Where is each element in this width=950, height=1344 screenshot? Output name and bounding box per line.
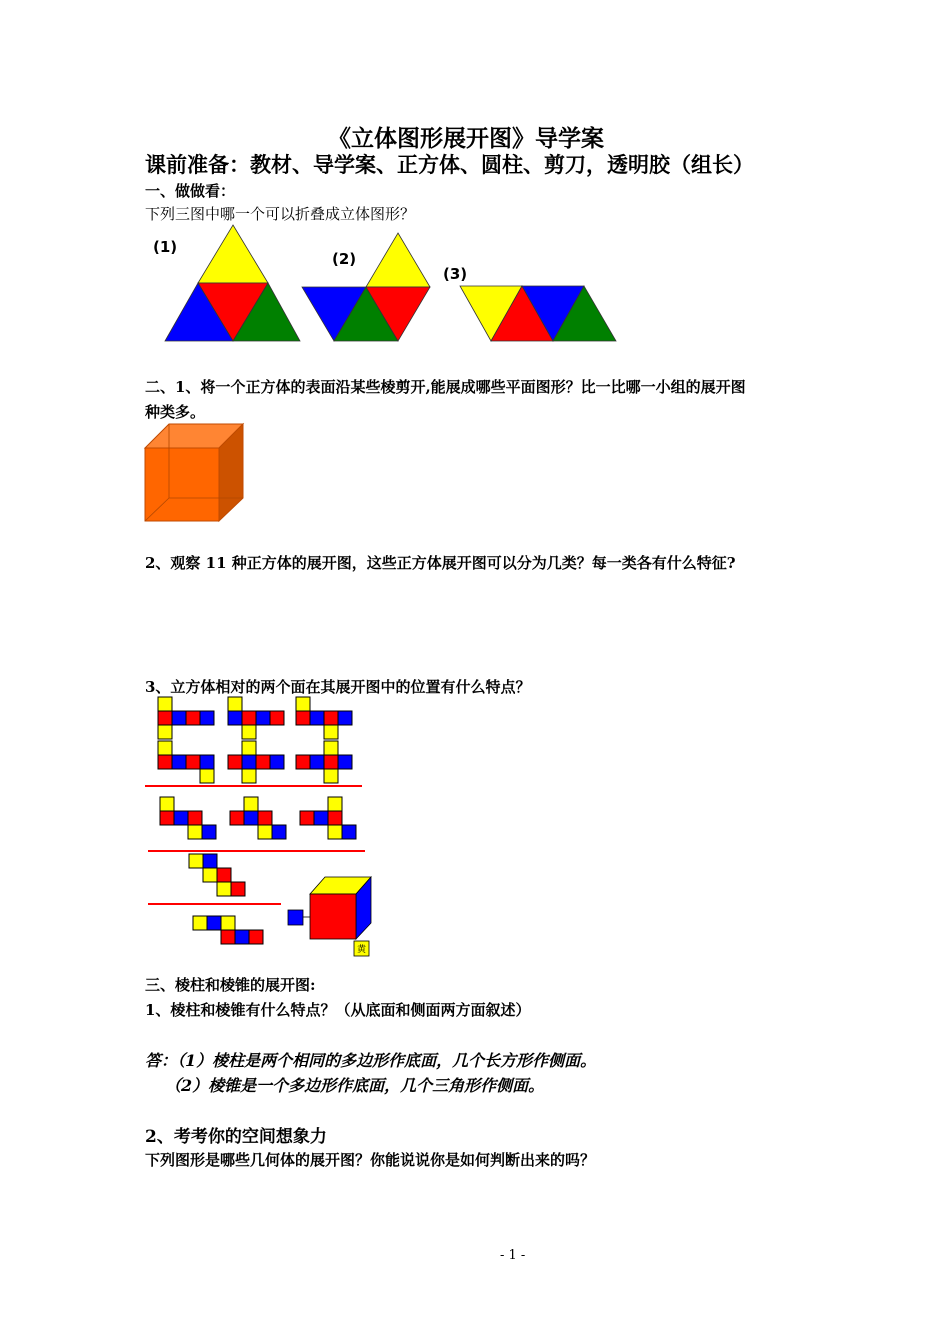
net-1-square <box>158 697 172 711</box>
net-10-square <box>217 868 231 882</box>
net-7-square <box>160 797 174 811</box>
net-5-square <box>270 755 284 769</box>
net-4-square <box>200 755 214 769</box>
section1-heading: 一、做做看： <box>145 182 236 200</box>
net-5-square <box>228 755 242 769</box>
net-11-square <box>221 916 235 930</box>
net-7-square <box>174 811 188 825</box>
net-4-square <box>200 769 214 783</box>
net-7-square <box>202 825 216 839</box>
net-8-square <box>272 825 286 839</box>
net-2-square <box>242 711 256 725</box>
section2-q1-line2: 种类多。 <box>145 403 206 421</box>
net-10-square <box>217 882 231 896</box>
net-6-square <box>324 769 338 783</box>
net-6-square <box>296 755 310 769</box>
net-8-square <box>244 811 258 825</box>
net-5-square <box>242 741 256 755</box>
net-5-square <box>256 755 270 769</box>
net-1-square <box>158 725 172 739</box>
net1-yellow-face <box>198 225 268 283</box>
triangle-net-2 <box>302 233 430 341</box>
net-6-square <box>338 755 352 769</box>
net-9-square <box>342 825 356 839</box>
section3-heading: 三、棱柱和棱锥的展开图: <box>145 976 316 994</box>
net-2-square <box>256 711 270 725</box>
net-6-square <box>310 755 324 769</box>
net-6-square <box>324 755 338 769</box>
net-3-square <box>296 697 310 711</box>
net-1-square <box>172 711 186 725</box>
net-4-square <box>158 741 172 755</box>
net-4-square <box>186 755 200 769</box>
net-9-square <box>314 811 328 825</box>
section3-q2-heading: 2、考考你的空间想象力 <box>145 1127 327 1147</box>
net-1-square <box>186 711 200 725</box>
page-number: - 1 - <box>500 1248 526 1263</box>
net-7-square <box>160 811 174 825</box>
net-10-square <box>231 882 245 896</box>
net-11-square <box>221 930 235 944</box>
page-title: 《立体图形展开图》导学案 <box>328 125 604 152</box>
net-3-square <box>324 725 338 739</box>
net-3-square <box>324 711 338 725</box>
orange-cube <box>145 424 243 521</box>
net-3-square <box>338 711 352 725</box>
net-5-square <box>242 769 256 783</box>
section3-q2-text: 下列图形是哪些几何体的展开图？你能说说你是如何判断出来的吗？ <box>145 1151 596 1169</box>
net-9-square <box>328 797 342 811</box>
triangle-net-3 <box>460 286 616 341</box>
net-10-square <box>203 868 217 882</box>
net-1-square <box>158 711 172 725</box>
net-11-square <box>235 930 249 944</box>
net-3-square <box>310 711 324 725</box>
net-10-square <box>203 854 217 868</box>
net-9-square <box>300 811 314 825</box>
section1-question: 下列三图中哪一个可以折叠成立体图形？ <box>145 205 416 223</box>
net-6-square <box>324 741 338 755</box>
net-7-square <box>188 825 202 839</box>
colored-cube-front <box>310 894 356 939</box>
net-5-square <box>242 755 256 769</box>
net-7-square <box>188 811 202 825</box>
net2-yellow-face <box>366 233 430 287</box>
net-9-square <box>328 825 342 839</box>
section2-q2: 2、观察 11 种正方体的展开图，这些正方体展开图可以分为几类？每一类各有什么特征? <box>145 554 736 572</box>
net-2-square <box>228 697 242 711</box>
section2-q1-line1: 二、1、将一个正方体的表面沿某些棱剪开,能展成哪些平面图形？比一比哪一小组的展开图 <box>145 378 746 396</box>
net-10-square <box>189 854 203 868</box>
net-2-square <box>242 725 256 739</box>
net-8-square <box>244 797 258 811</box>
cube-label-yellow: 黄 <box>357 945 367 955</box>
figure-label-3: (3) <box>443 265 468 283</box>
net-8-square <box>258 825 272 839</box>
net-11-square <box>207 916 221 930</box>
net-1-square <box>200 711 214 725</box>
net-4-square <box>172 755 186 769</box>
net-9-square <box>328 811 342 825</box>
net-11-square <box>193 916 207 930</box>
answer-line-2: （2）棱锥是一个多边形作底面，几个三角形作侧面。 <box>165 1076 545 1095</box>
section2-q3: 3、立方体相对的两个面在其展开图中的位置有什么特点？ <box>145 678 531 696</box>
triangle-net-1 <box>165 225 300 341</box>
net-8-square <box>258 811 272 825</box>
page-subtitle: 课前准备：教材、导学案、正方体、圆柱、剪刀，透明胶（组长） <box>145 152 754 177</box>
net-2-square <box>228 711 242 725</box>
net-3-square <box>296 711 310 725</box>
net-2-square <box>270 711 284 725</box>
blue-label-box <box>288 910 303 925</box>
net-4-square <box>158 755 172 769</box>
section3-q1: 1、棱柱和棱锥有什么特点？（从底面和侧面两方面叙述） <box>145 1001 531 1019</box>
net-11-square <box>249 930 263 944</box>
net-8-square <box>230 811 244 825</box>
answer-line-1: 答：（1）棱柱是两个相同的多边形作底面，几个长方形作侧面。 <box>145 1051 597 1070</box>
figure-label-2: (2) <box>332 250 357 268</box>
figure-label-1: (1) <box>153 238 178 256</box>
